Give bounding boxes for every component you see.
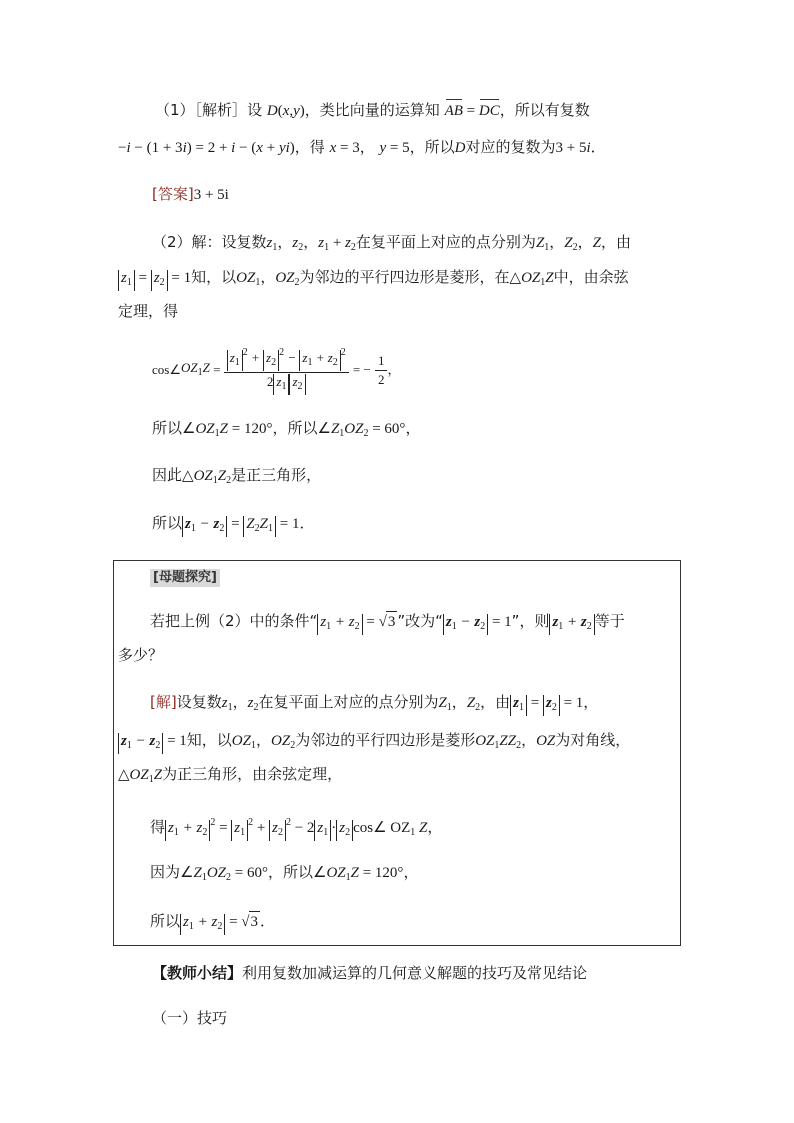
answer-label: [答案]: [152, 185, 194, 203]
part2-line1: （2）解：设复数$z_1$，$z_2$，$z_1 + z_2$在复平面上对应的点分别为$Z_1$，$Z_2$，Z，由: [152, 233, 632, 253]
solution-line6: 所以 $z_1 + z_2 = √3$ ．: [150, 911, 275, 935]
summary-sub1: （一）技巧: [152, 1009, 228, 1027]
answer-value: 3 + 5i: [193, 187, 229, 203]
part2-line2: $z_1 = z_2 = 1$知，以$OZ_1$，$OZ_2$为邻边的平行四边形是菱形，在$\triangle OZ_1Z$中，由余弦: [118, 267, 629, 293]
cosine-formula: $\cos\angle OZ_1Z$ = $\frac{z_1^2 + z_2^2 - z_1 + z_2^2}{2 z_1 z_2}$ = − $\frac{1}{2}$ ，: [152, 345, 401, 395]
extension-box: [113, 560, 681, 946]
summary-text: 利用复数加减运算的几何意义解题的技巧及常见结论: [242, 964, 588, 982]
part2-line3: 定理，得: [118, 302, 179, 320]
solution-line3: $\triangle OZ_1Z$为正三角形，由余弦定理，: [118, 765, 343, 785]
question-line2: 多少？: [118, 646, 164, 664]
vector-ab: AB: [444, 103, 463, 119]
part1-line1: （1）［解析］设 D(x,y)，类比向量的运算知 AB = DC，所以有复数: [155, 101, 590, 119]
solution-line5: 因为$\angle Z_1OZ_2 = 60^\circ$，所以$\angle OZ_1Z = 120^\circ$，: [150, 863, 419, 883]
analysis-tag: ［解析］: [194, 101, 248, 119]
part2-result1: 所以$\angle OZ_1Z = 120^\circ$，所以$\angle Z_1OZ_2 = 60^\circ$，: [152, 419, 421, 439]
solution-line2: $z_1 - z_2 = 1$知，以$OZ_1$，$OZ_2$为邻边的平行四边形是菱形$OZ_1ZZ_2$，OZ为对角线，: [118, 730, 630, 756]
question-line1: 若把上例（2）中的条件“ $z_1 + z_2 = √3$ ”改为“ $z_1 - z_2 = 1$”，则 $z_1 + z_2$ 等于: [150, 611, 625, 635]
solution-line4: 得 $z_1 + z_2^2 = z_1^2 + z_2^2 - 2$ $z_1 \cdot z_2$ cos∠ $OZ_1$ Z，: [150, 813, 442, 843]
equation-1: −i − (1 + 3i) = 2 + i − (x + yi): [118, 140, 295, 156]
part2-result3: 所以 $z_1 - z_2 = Z_2Z_1 = 1$．: [152, 513, 314, 537]
answer-line: [152, 184, 229, 205]
summary-line: [152, 963, 587, 983]
solution-tag: [解]: [150, 693, 177, 711]
extension-tag: [母题探究]: [150, 569, 220, 587]
point-d: D: [266, 103, 278, 119]
solution-line1: [解]设复数$z_1$，$z_2$在复平面上对应的点分别为$Z_1$，$Z_2$，由 $z_1 = z_2 = 1$，: [150, 692, 598, 718]
summary-title: 【教师小结】: [152, 964, 243, 982]
part2-result2: 因此$\triangle OZ_1Z_2$是正三角形，: [152, 466, 322, 486]
part1-line2: −i − (1 + 3i) = 2 + i − (x + yi)，得 x = 3， y = 5，所以D对应的复数为3 + 5i．: [118, 138, 606, 156]
vector-dc: DC: [478, 103, 500, 119]
part1-number: （1）: [155, 101, 195, 119]
